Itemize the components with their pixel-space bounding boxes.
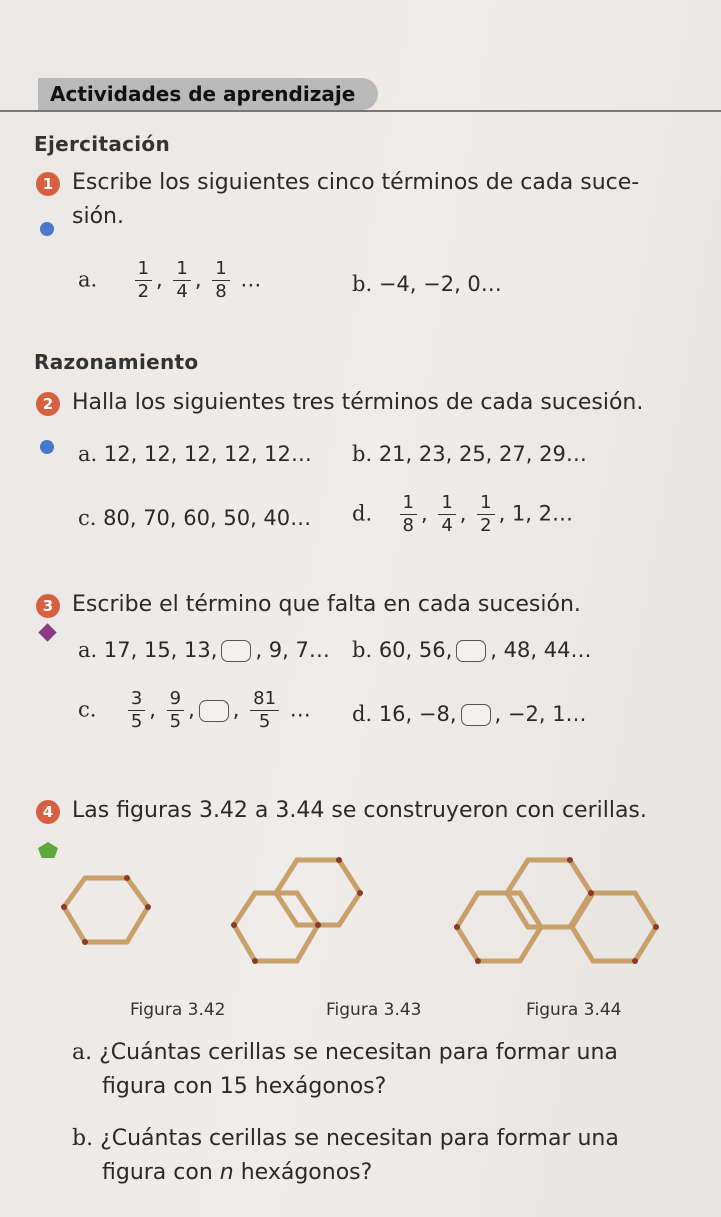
question-1-badge: 1	[36, 172, 60, 196]
question-1b: b. −4, −2, 0…	[352, 272, 502, 296]
question-3d: d. 16, −8, , −2, 1…	[352, 702, 587, 726]
figure-3-43-caption: Figura 3.43	[326, 1000, 422, 1020]
question-2c: c. 80, 70, 60, 50, 40…	[78, 506, 312, 530]
question-2d: d. $\frac{1}{8}$ , $\frac{1}{4}$ , $\frac{1}{2}$ , 1, 2…	[352, 492, 574, 536]
question-4-badge: 4	[36, 800, 60, 824]
question-1a: a. $\frac{1}{2}$ , $\frac{1}{4}$ , $\frac{1}{8}$ …	[78, 258, 262, 302]
question-1-text: Escribe los siguientes cinco términos de cada suce- sión.	[72, 170, 640, 229]
question-3a: a. 17, 15, 13, , 9, 7…	[78, 638, 330, 662]
question-3-badge: 3	[36, 594, 60, 618]
question-3c: c. $\frac{3}{5}$ , $\frac{9}{5}$ , , $\frac{81}{5}$ …	[78, 688, 311, 732]
question-2b: b. 21, 23, 25, 27, 29…	[352, 442, 587, 466]
question-2a: a. 12, 12, 12, 12, 12…	[78, 442, 312, 466]
section-razonamiento: Razonamiento	[34, 350, 199, 374]
question-2-badge: 2	[36, 392, 60, 416]
question-3-text: Escribe el término que falta en cada sucesión.	[72, 592, 581, 617]
section-ejercitacion: Ejercitación	[34, 132, 171, 156]
question-2-text: Halla los siguientes tres términos de cada sucesión.	[72, 390, 644, 415]
question-4-text: Las figuras 3.42 a 3.44 se construyeron con cerillas.	[72, 798, 647, 823]
activities-title: Actividades de aprendizaje	[50, 82, 356, 106]
figure-3-42-caption: Figura 3.42	[130, 1000, 226, 1020]
figure-3-44-hexagon-right	[572, 893, 656, 961]
question-4a: a. ¿Cuántas cerillas se necesitan para formar una figura con 15 hexágonos?	[72, 1040, 618, 1099]
figure-3-42-hexagon	[64, 878, 148, 942]
question-3b: b. 60, 56, , 48, 44…	[352, 638, 592, 662]
figure-3-44-caption: Figura 3.44	[526, 1000, 622, 1020]
question-4b: b. ¿Cuántas cerillas se necesitan para formar una figura con n hexágonos?	[72, 1126, 619, 1185]
